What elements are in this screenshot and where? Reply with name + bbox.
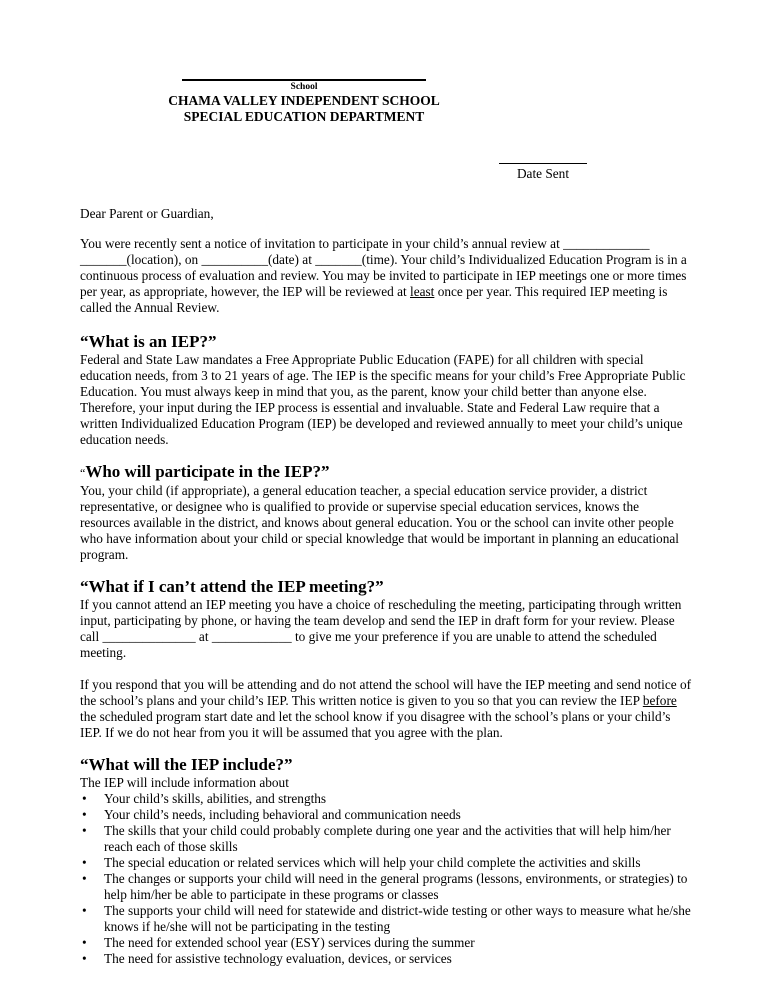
list-item: • The supports your child will need for statewide and district-wide testing or other ways to measure what he/she knows if he/she will not be participating in the testing [80,903,692,935]
section-who-participates [80,462,692,563]
date-sent [498,163,588,182]
title-line-2: SPECIAL EDUCATION DEPARTMENT [183,109,425,124]
letterhead [0,79,688,125]
school-label: School [290,82,318,92]
section-text: You, your child (if appropriate), a general education teacher, a special education service provider, a district representative, or designee who is qualified to provide or supervise special education services, knows the resources available in the district, and knows about general education. You or the school can invite other people who have information about your child or special knowledge that would be important in planning an educational program. [80,483,679,562]
section-text: Federal and State Law mandates a Free Appropriate Public Education (FAPE) for all children with special education needs, from 3 to 21 years of age. The IEP is the specific means for your child’s Free Appropriate Public Education. You must always keep in mind that you, as the parent, know your child better than anyone else. Therefore, your input during the IEP process is essential and invaluable. State and Federal Law require that a written Individualized Education Program (IEP) be developed and reviewed annually to meet your child’s unique education needs. [80,352,686,447]
intro-text-end: once per year. This required IEP meeting is called the Annual Review. [80,284,668,315]
section-heading: “What will the IEP include?” [80,755,293,774]
section-text: If you cannot attend an IEP meeting you have a choice of rescheduling the meeting, participating through written input, participating by phone, or having the team develop and send the IEP in draft form for your review. Please call ______________ at ____________ to give me your preference if you are unable to attend the scheduled meeting. [80,597,682,660]
date-blank [499,163,587,164]
heading-text: Who will participate in the IEP?” [85,462,330,481]
intro-text: You were recently sent a notice of invitation to participate in your child’s annual review at _____________ _______(location), on __________(date) at _______(time). Your child’s Individualized Education Program is in a continuous process of evaluation and review. You may be invited to participate in IEP meetings one or more times per year, as appropriate, however, the IEP will be reviewed at [80,236,687,299]
section-intro: The IEP will include information about [80,775,289,790]
school-name-blank [182,79,426,81]
list-item: • The skills that your child could probably complete during one year and the activities that will help him/her reach each of those skills [80,823,692,855]
section-heading: “What if I can’t attend the IEP meeting?” [80,577,384,596]
section-heading: “What is an IEP?” [80,332,217,351]
intro-underlined: least [410,284,435,299]
section-cant-attend [80,577,692,741]
bullet-list [80,791,692,967]
section-what-is-iep [80,332,692,448]
list-item: • Your child’s skills, abilities, and strengths [80,791,692,807]
list-item: • The need for assistive technology evaluation, devices, or services [80,951,692,967]
date-sent-label: Date Sent [516,166,570,181]
list-item: • The need for extended school year (ESY) services during the summer [80,935,692,951]
text: If you respond that you will be attending and do not attend the school will have the IEP meeting and send notice of the school’s plans and your child’s IEP. This written notice is given to you so that you can review the IEP [80,677,692,708]
title-line-1: CHAMA VALLEY INDEPENDENT SCHOOL [168,93,440,108]
text: the scheduled program start date and let the school know if you disagree with the school’s plans or your child’s IEP. If we do not hear from you it will be assumed that you agree with the plan. [80,709,671,740]
section-heading [80,462,692,483]
list-item: • The changes or supports your child will need in the general programs (lessons, environments, or strategies) to help him/her be able to participate in these programs or classes [80,871,692,903]
heading-quote: “ [80,466,86,480]
greeting: Dear Parent or Guardian, [80,206,214,221]
section-iep-include [80,755,692,967]
underlined: before [642,693,677,708]
section-text-2 [80,677,692,741]
list-item: • Your child’s needs, including behavioral and communication needs [80,807,692,823]
list-item: • The special education or related services which will help your child complete the activities and skills [80,855,692,871]
intro-paragraph [80,236,692,316]
